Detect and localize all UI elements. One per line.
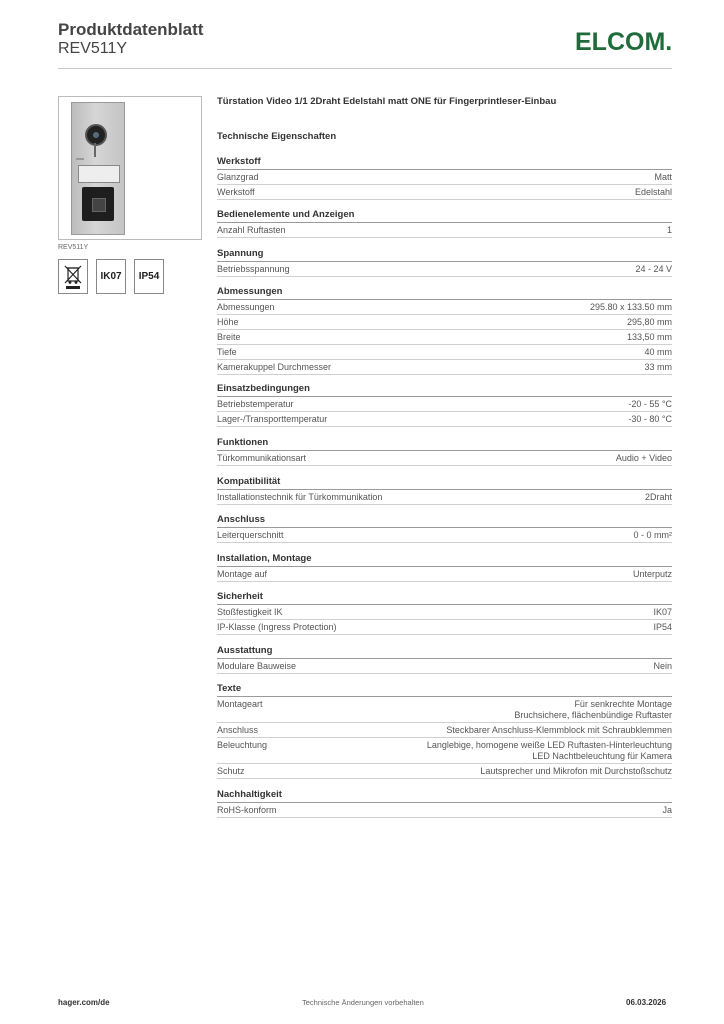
spec-row: [217, 185, 672, 200]
spec-row: [217, 300, 672, 315]
spec-row: [217, 528, 672, 543]
spec-row: [217, 451, 672, 466]
spec-section: [217, 156, 672, 200]
section-heading: Spannung: [217, 248, 672, 262]
spec-value: 295.80 x 133.50 mm: [589, 302, 672, 312]
spec-section: [217, 591, 672, 635]
section-heading: Werkstoff: [217, 156, 672, 170]
call-button-nameplate: [78, 165, 120, 183]
spec-label: Montage auf: [217, 569, 268, 579]
ip54-badge: IP54: [134, 259, 164, 294]
spec-section: [217, 248, 672, 277]
spec-value: 40 mm: [644, 347, 672, 357]
spec-row: [217, 345, 672, 360]
spec-label: Höhe: [217, 317, 239, 327]
spec-value: Steckbarer Anschluss-Klemmblock mit Schraubklemmen: [446, 725, 672, 735]
spec-label: Leiterquerschnitt: [217, 530, 284, 540]
product-code: REV511Y: [58, 40, 128, 57]
spec-value: Edelstahl: [634, 187, 672, 197]
spec-value: Ja: [662, 805, 672, 815]
spec-label: Installationstechnik für Türkommunikation: [217, 492, 383, 502]
spec-label: Werkstoff: [217, 187, 255, 197]
spec-value: Lautsprecher und Mikrofon mit Durchstoßschutz: [480, 766, 672, 776]
section-heading: Sicherheit: [217, 591, 672, 605]
spec-value: Für senkrechte Montage Bruchsichere, flächenbündige Ruftaster: [514, 699, 672, 720]
spec-row: [217, 412, 672, 427]
spec-row: [217, 360, 672, 375]
spec-section: [217, 383, 672, 427]
spec-value: 2Draht: [644, 492, 672, 502]
spec-row: [217, 397, 672, 412]
spec-label: Anschluss: [217, 725, 259, 735]
camera-icon: [85, 124, 107, 146]
spec-label: IP-Klasse (Ingress Protection): [217, 622, 337, 632]
spec-section: [217, 789, 672, 818]
spec-label: Abmessungen: [217, 302, 275, 312]
spec-row: [217, 315, 672, 330]
product-description: Türstation Video 1/1 2Draht Edelstahl matt ONE für Fingerprintleser-Einbau: [217, 96, 557, 107]
spec-label: Stoßfestigkeit IK: [217, 607, 283, 617]
spec-label: RoHS-konform: [217, 805, 277, 815]
spec-section: [217, 553, 672, 582]
spec-value: 24 - 24 V: [635, 264, 672, 274]
fingerprint-reader-slot: [82, 187, 114, 221]
footer-website: hager.com/de: [58, 998, 110, 1007]
spec-value: 0 - 0 mm²: [633, 530, 672, 540]
spec-row: [217, 170, 672, 185]
spec-value: 133,50 mm: [626, 332, 672, 342]
spec-row: [217, 659, 672, 674]
ik07-badge: IK07: [96, 259, 126, 294]
section-heading: Bedienelemente und Anzeigen: [217, 209, 672, 223]
footer-date: 06.03.2026: [626, 998, 667, 1007]
spec-section: [217, 209, 672, 238]
spec-value: Audio + Video: [615, 453, 672, 463]
spec-value: IK07: [653, 607, 672, 617]
spec-row: [217, 723, 672, 738]
section-heading: Anschluss: [217, 514, 672, 528]
spec-label: Schutz: [217, 766, 245, 776]
spec-value: IP54: [653, 622, 672, 632]
technical-properties-heading: Technische Eigenschaften: [217, 131, 337, 142]
footer-note: Technische Änderungen vorbehalten: [302, 998, 424, 1007]
spec-row: [217, 738, 672, 764]
spec-row: [217, 803, 672, 818]
section-heading: Kompatibilität: [217, 476, 672, 490]
spec-label: Betriebsspannung: [217, 264, 290, 274]
spec-label: Montageart: [217, 699, 263, 709]
document-title: Produktdatenblatt: [58, 20, 204, 39]
brand-logo: ELCOM.: [575, 28, 673, 56]
section-heading: Texte: [217, 683, 672, 697]
spec-value: -20 - 55 °C: [628, 399, 672, 409]
spec-label: Anzahl Ruftasten: [217, 225, 286, 235]
product-image: [58, 96, 202, 240]
spec-label: Kamerakuppel Durchmesser: [217, 362, 332, 372]
spec-row: [217, 605, 672, 620]
spec-row: [217, 490, 672, 505]
spec-value: -30 - 80 °C: [628, 414, 672, 424]
section-heading: Funktionen: [217, 437, 672, 451]
spec-value: Unterputz: [632, 569, 672, 579]
spec-section: [217, 683, 672, 779]
spec-label: Tiefe: [217, 347, 237, 357]
spec-value: 295,80 mm: [626, 317, 672, 327]
spec-value: Matt: [654, 172, 672, 182]
spec-row: [217, 223, 672, 238]
spec-section: [217, 476, 672, 505]
spec-section: [217, 286, 672, 375]
spec-label: Beleuchtung: [217, 740, 268, 750]
spec-value: 33 mm: [644, 362, 672, 372]
spec-section: [217, 437, 672, 466]
image-caption: REV511Y: [58, 244, 89, 251]
spec-value: Langlebige, homogene weiße LED Ruftasten-Hinterleuchtung LED Nachtbeleuchtung für Kamera: [426, 740, 672, 761]
spec-label: Türkommunikationsart: [217, 453, 307, 463]
spec-row: [217, 567, 672, 582]
weee-icon: [58, 259, 88, 294]
spec-section: [217, 645, 672, 674]
spec-label: Modulare Bauweise: [217, 661, 297, 671]
spec-label: Breite: [217, 332, 241, 342]
section-heading: Abmessungen: [217, 286, 672, 300]
spec-row: [217, 764, 672, 779]
spec-row: [217, 697, 672, 723]
header-divider: [58, 68, 672, 69]
section-heading: Installation, Montage: [217, 553, 672, 567]
spec-label: Lager-/Transporttemperatur: [217, 414, 328, 424]
section-heading: Ausstattung: [217, 645, 672, 659]
spec-row: [217, 620, 672, 635]
door-station-panel: [71, 102, 125, 235]
spec-value: 1: [666, 225, 672, 235]
spec-row: [217, 330, 672, 345]
spec-value: Nein: [653, 661, 672, 671]
spec-row: [217, 262, 672, 277]
section-heading: Einsatzbedingungen: [217, 383, 672, 397]
spec-label: Glanzgrad: [217, 172, 259, 182]
spec-section: [217, 514, 672, 543]
spec-label: Betriebstemperatur: [217, 399, 294, 409]
section-heading: Nachhaltigkeit: [217, 789, 672, 803]
